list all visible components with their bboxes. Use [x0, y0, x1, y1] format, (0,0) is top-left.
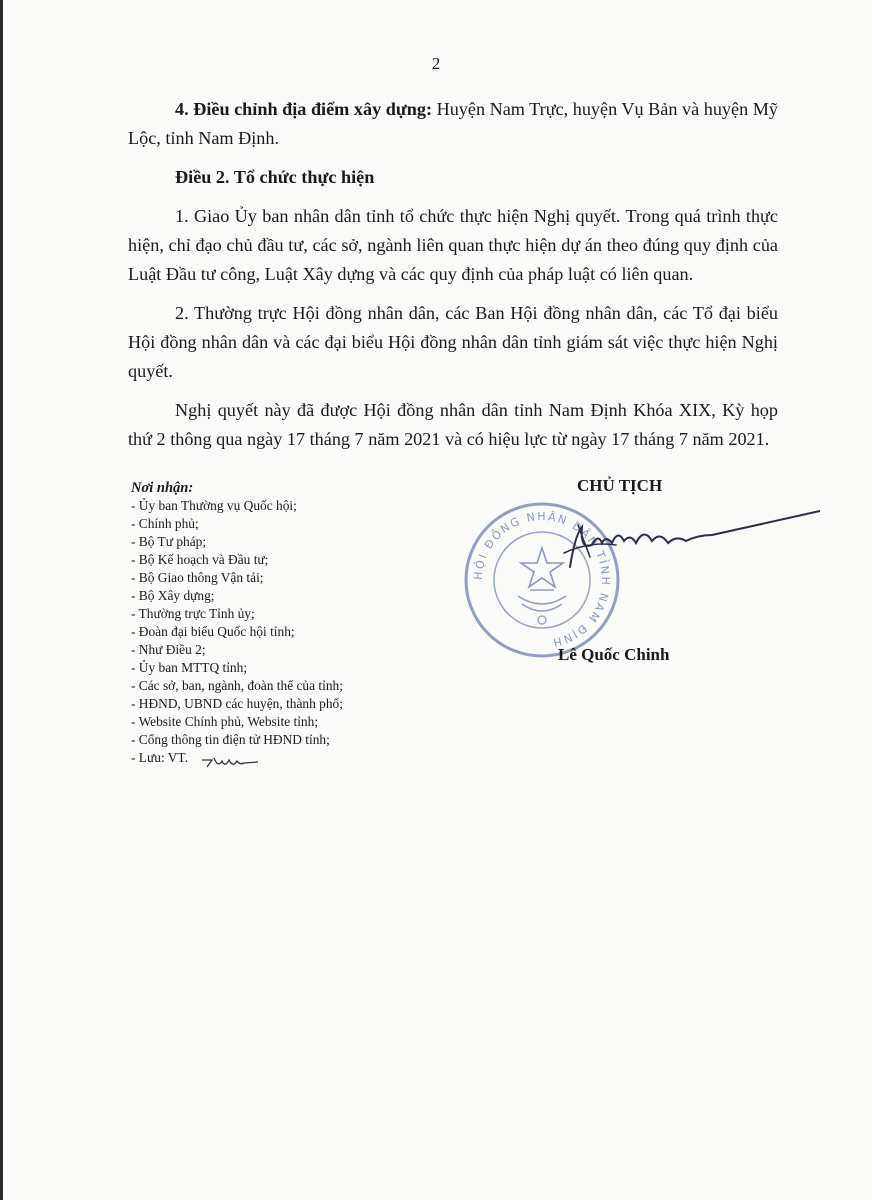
recipient-4: - Bộ Giao thông Vận tải; — [131, 570, 264, 585]
recipient-0: - Ủy ban Thường vụ Quốc hội; — [131, 498, 297, 513]
clause-2: 2. Thường trực Hội đồng nhân dân, các Ban Hội đồng nhân dân, các Tổ đại biểu Hội đồng nhân dân và các đại biểu Hội đồng nhân dân tỉnh giám sát việc thực hiện Nghị quyết. — [128, 303, 778, 381]
page-number: 2 — [431, 54, 441, 73]
recipient-3: - Bộ Kế hoạch và Đầu tư; — [131, 552, 269, 567]
handwritten-signature — [520, 505, 820, 585]
recipient-13: - Cổng thông tin điện tử HĐND tỉnh; — [131, 732, 330, 747]
recipient-12: - Website Chính phủ, Website tỉnh; — [131, 714, 319, 729]
recipient-8: - Như Điều 2; — [131, 642, 206, 657]
recipient-10: - Các sở, ban, ngành, đoàn thể của tỉnh; — [131, 678, 343, 693]
recipient-7: - Đoàn đại biểu Quốc hội tỉnh; — [131, 624, 295, 639]
recipient-9: - Ủy ban MTTQ tỉnh; — [131, 660, 248, 675]
recipient-6: - Thường trực Tỉnh ủy; — [131, 606, 255, 621]
recipients-title: Nơi nhận: — [131, 480, 194, 496]
recipients-block — [131, 479, 431, 767]
resolution-body — [128, 95, 778, 464]
recipient-11: - HĐND, UBND các huyện, thành phố; — [131, 696, 343, 711]
signer-role: CHỦ TỊCH — [577, 476, 663, 495]
recipient-5: - Bộ Xây dựng; — [131, 588, 215, 603]
archive-initials-mark — [200, 752, 260, 772]
article-2-heading: Điều 2. Tổ chức thực hiện — [175, 167, 375, 187]
signer-name: Lê Quốc Chinh — [558, 645, 670, 664]
recipient-1: - Chính phủ; — [131, 516, 199, 531]
clause-1: 1. Giao Ủy ban nhân dân tỉnh tổ chức thực hiện Nghị quyết. Trong quá trình thực hiện, chỉ đạo chủ đầu tư, các sở, ngành liên quan thực hiện dự án theo đúng quy định của Luật Đầu tư công, Luật Xây dựng và các quy định của pháp luật có liên quan. — [128, 206, 778, 284]
item-location: 4. Điều chỉnh địa điểm xây dựng: Huyện Nam Trực, huyện Vụ Bản và huyện Mỹ Lộc, tỉnh Nam Định. — [128, 99, 778, 148]
recipient-2: - Bộ Tư pháp; — [131, 534, 207, 549]
scan-edge — [0, 0, 3, 1200]
effective-clause: Nghị quyết này đã được Hội đồng nhân dân tỉnh Nam Định Khóa XIX, Kỳ họp thứ 2 thông qua ngày 17 tháng 7 năm 2021 và có hiệu lực từ ngày 17 tháng 7 năm 2021. — [128, 400, 778, 449]
recipient-14: - Lưu: VT. — [131, 750, 188, 765]
svg-text:HỘI ĐỒNG NHÂN DÂN TỈNH NAM ĐỊN: HỘI ĐỒNG NHÂN DÂN TỈNH NAM ĐỊNH — [471, 509, 613, 650]
